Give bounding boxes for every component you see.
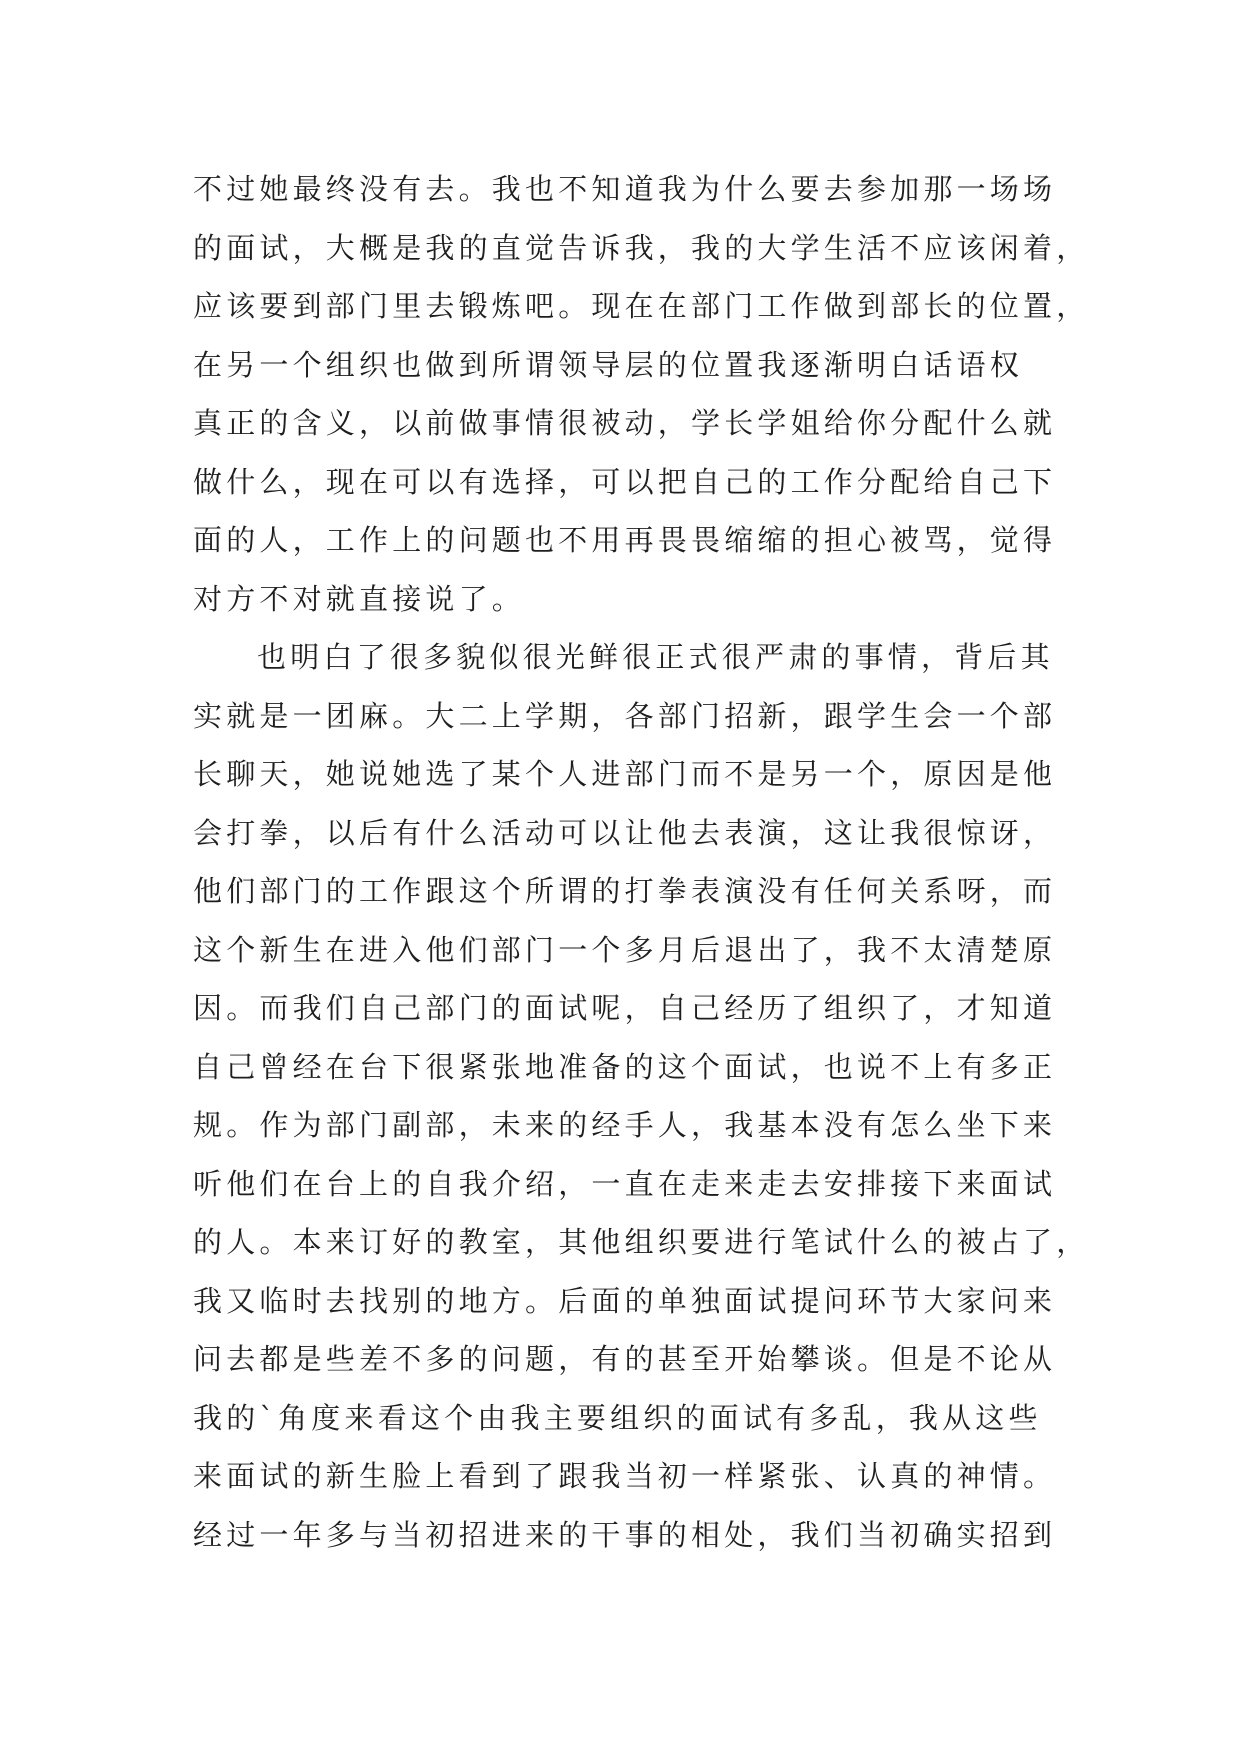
body-text	[193, 160, 1093, 1564]
text-line: 我又临时去找别的地方。后面的单独面试提问环节大家问来	[193, 1283, 1057, 1318]
text-line: 会打拳，以后有什么活动可以让他去表演，这让我很惊讶，	[193, 815, 1057, 850]
text-line: 真正的含义，以前做事情很被动，学长学姐给你分配什么就	[193, 406, 1057, 440]
text-line: 应该要到部门里去锻炼吧。现在在部门工作做到部长的位置，	[193, 289, 1090, 323]
paragraph-start-line: 也明白了很多貌似很光鲜很正式很严肃的事情，背后其	[257, 640, 1054, 674]
text-line: 的人。本来订好的教室，其他组织要进行笔试什么的被占了，	[193, 1225, 1090, 1259]
text-line: 不过她最终没有去。我也不知道我为什么要去参加那一场场	[193, 172, 1057, 206]
text-line: 问去都是些差不多的问题，有的甚至开始攀谈。但是不论从	[193, 1342, 1057, 1376]
text-line: 长聊天，她说她选了某个人进部门而不是另一个，原因是他	[193, 757, 1057, 791]
text-line: 规。作为部门副部，未来的经手人，我基本没有怎么坐下来	[193, 1108, 1057, 1142]
text-line: 我的`角度来看这个由我主要组织的面试有多乱，我从这些	[193, 1400, 1042, 1435]
text-line: 实就是一团麻。大二上学期，各部门招新，跟学生会一个部	[193, 698, 1057, 733]
text-line: 面的人，工作上的问题也不用再畏畏缩缩的担心被骂，觉得	[193, 523, 1057, 557]
text-line: 经过一年多与当初招进来的干事的相处，我们当初确实招到	[193, 1517, 1057, 1552]
text-line: 因。而我们自己部门的面试呢，自己经历了组织了，才知道	[193, 991, 1057, 1025]
text-line: 来面试的新生脸上看到了跟我当初一样紧张、认真的神情。	[193, 1459, 1057, 1493]
text-line: 听他们在台上的自我介绍，一直在走来走去安排接下来面试	[193, 1166, 1057, 1201]
text-line: 他们部门的工作跟这个所谓的打拳表演没有任何关系呀，而	[193, 874, 1057, 908]
text-line: 这个新生在进入他们部门一个多月后退出了，我不太清楚原	[193, 932, 1057, 967]
text-line: 对方不对就直接说了。	[193, 581, 526, 616]
text-line: 自己曾经在台下很紧张地准备的这个面试，也说不上有多正	[193, 1049, 1057, 1084]
text-line: 在另一个组织也做到所谓领导层的位置我逐渐明白话语权	[193, 347, 1024, 382]
text-line: 做什么，现在可以有选择，可以把自己的工作分配给自己下	[193, 464, 1057, 499]
text-line: 的面试，大概是我的直觉告诉我，我的大学生活不应该闲着，	[193, 230, 1090, 265]
